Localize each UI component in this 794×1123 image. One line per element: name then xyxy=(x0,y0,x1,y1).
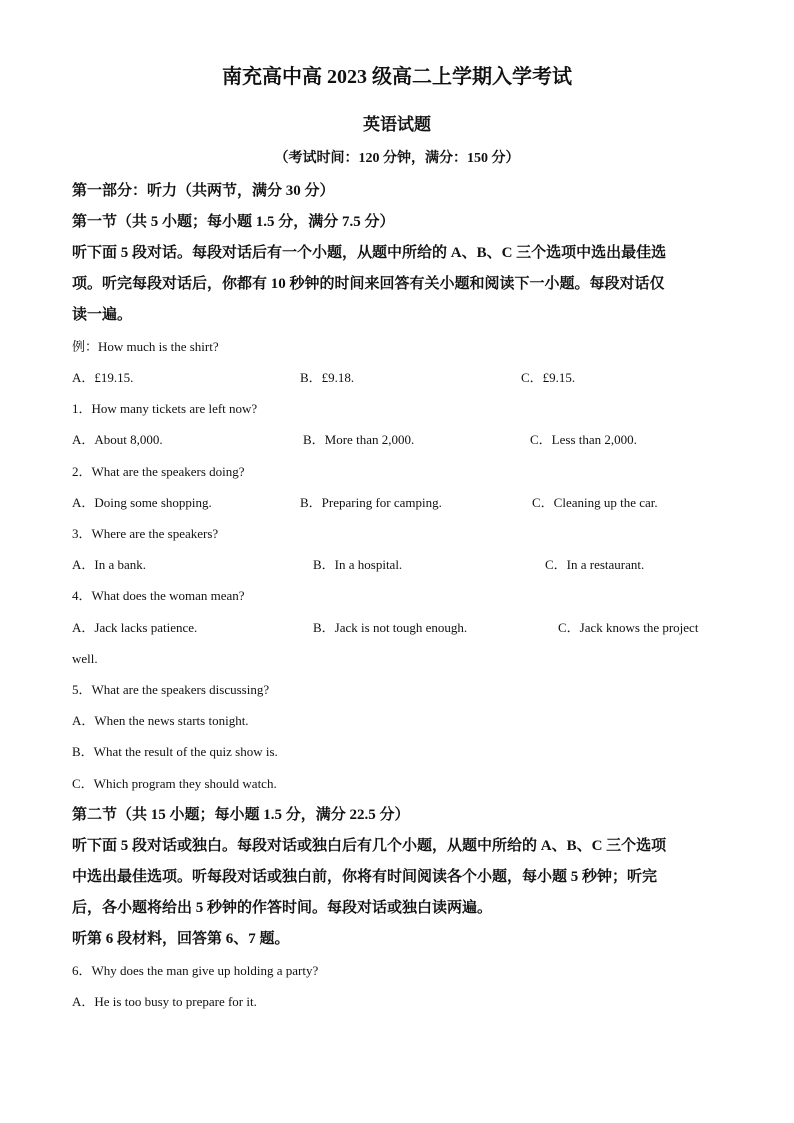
exam-title: 南充高中高 2023 级高二上学期入学考试 xyxy=(222,66,572,88)
section1-heading: 第一节（共 5 小题；每小题 1.5 分，满分 7.5 分） xyxy=(72,214,395,230)
q3-option-b: B．In a hospital. xyxy=(313,557,403,572)
q4-option-a: A．Jack lacks patience. xyxy=(72,620,198,635)
q1-option-a: A．About 8,000. xyxy=(72,432,163,447)
example-option-c: C．£9.15. xyxy=(521,370,576,385)
question-5: 5．What are the speakers discussing? xyxy=(72,682,270,697)
section2-instruction-line: 后，各小题将给出 5 秒钟的作答时间。每段对话或独白读两遍。 xyxy=(72,900,493,916)
example-option-a: A．£19.15. xyxy=(72,370,134,385)
example-question: 例：How much is the shirt? xyxy=(72,339,219,354)
question-2: 2．What are the speakers doing? xyxy=(72,464,245,479)
q6-option-a: A．He is too busy to prepare for it. xyxy=(72,994,257,1009)
section2-instruction-line: 听下面 5 段对话或独白。每段对话或独白后有几个小题，从题中所给的 A、B、C 三个选项 xyxy=(72,838,667,854)
section2-instruction-line: 中选出最佳选项。听每段对话或独白前，你将有时间阅读各个小题，每小题 5 秒钟；听完 xyxy=(72,869,658,885)
part1-heading: 第一部分：听力（共两节，满分 30 分） xyxy=(72,183,335,199)
q5-option-c: C．Which program they should watch. xyxy=(72,776,277,791)
question-4: 4．What does the woman mean? xyxy=(72,588,245,603)
exam-subject: 英语试题 xyxy=(363,115,431,134)
question-6: 6．Why does the man give up holding a party? xyxy=(72,963,319,978)
q1-option-c: C．Less than 2,000. xyxy=(530,432,637,447)
q1-option-b: B．More than 2,000. xyxy=(303,432,415,447)
material-6-heading: 听第 6 段材料，回答第 6、7 题。 xyxy=(72,931,290,947)
q5-option-b: B．What the result of the quiz show is. xyxy=(72,744,278,759)
section1-instruction-line: 听下面 5 段对话。每段对话后有一个小题，从题中所给的 A、B、C 三个选项中选出最佳选 xyxy=(72,245,667,261)
example-option-b: B．£9.18. xyxy=(300,370,355,385)
q4-option-c-continuation: well. xyxy=(72,651,98,666)
q2-option-a: A．Doing some shopping. xyxy=(72,495,212,510)
section2-heading: 第二节（共 15 小题；每小题 1.5 分，满分 22.5 分） xyxy=(72,807,410,823)
q3-option-c: C．In a restaurant. xyxy=(545,557,645,572)
question-1: 1．How many tickets are left now? xyxy=(72,401,258,416)
q2-option-c: C．Cleaning up the car. xyxy=(532,495,658,510)
q4-option-c: C．Jack knows the project xyxy=(558,620,699,635)
section1-instruction-line: 读一遍。 xyxy=(72,307,133,323)
question-3: 3．Where are the speakers? xyxy=(72,526,219,541)
exam-info: （考试时间：120 分钟，满分：150 分） xyxy=(274,151,520,166)
q5-option-a: A．When the news starts tonight. xyxy=(72,713,249,728)
section1-instruction-line: 项。听完每段对话后，你都有 10 秒钟的时间来回答有关小题和阅读下一小题。每段对话仅 xyxy=(72,276,665,292)
q3-option-a: A．In a bank. xyxy=(72,557,147,572)
q4-option-b: B．Jack is not tough enough. xyxy=(313,620,468,635)
q2-option-b: B．Preparing for camping. xyxy=(300,495,442,510)
